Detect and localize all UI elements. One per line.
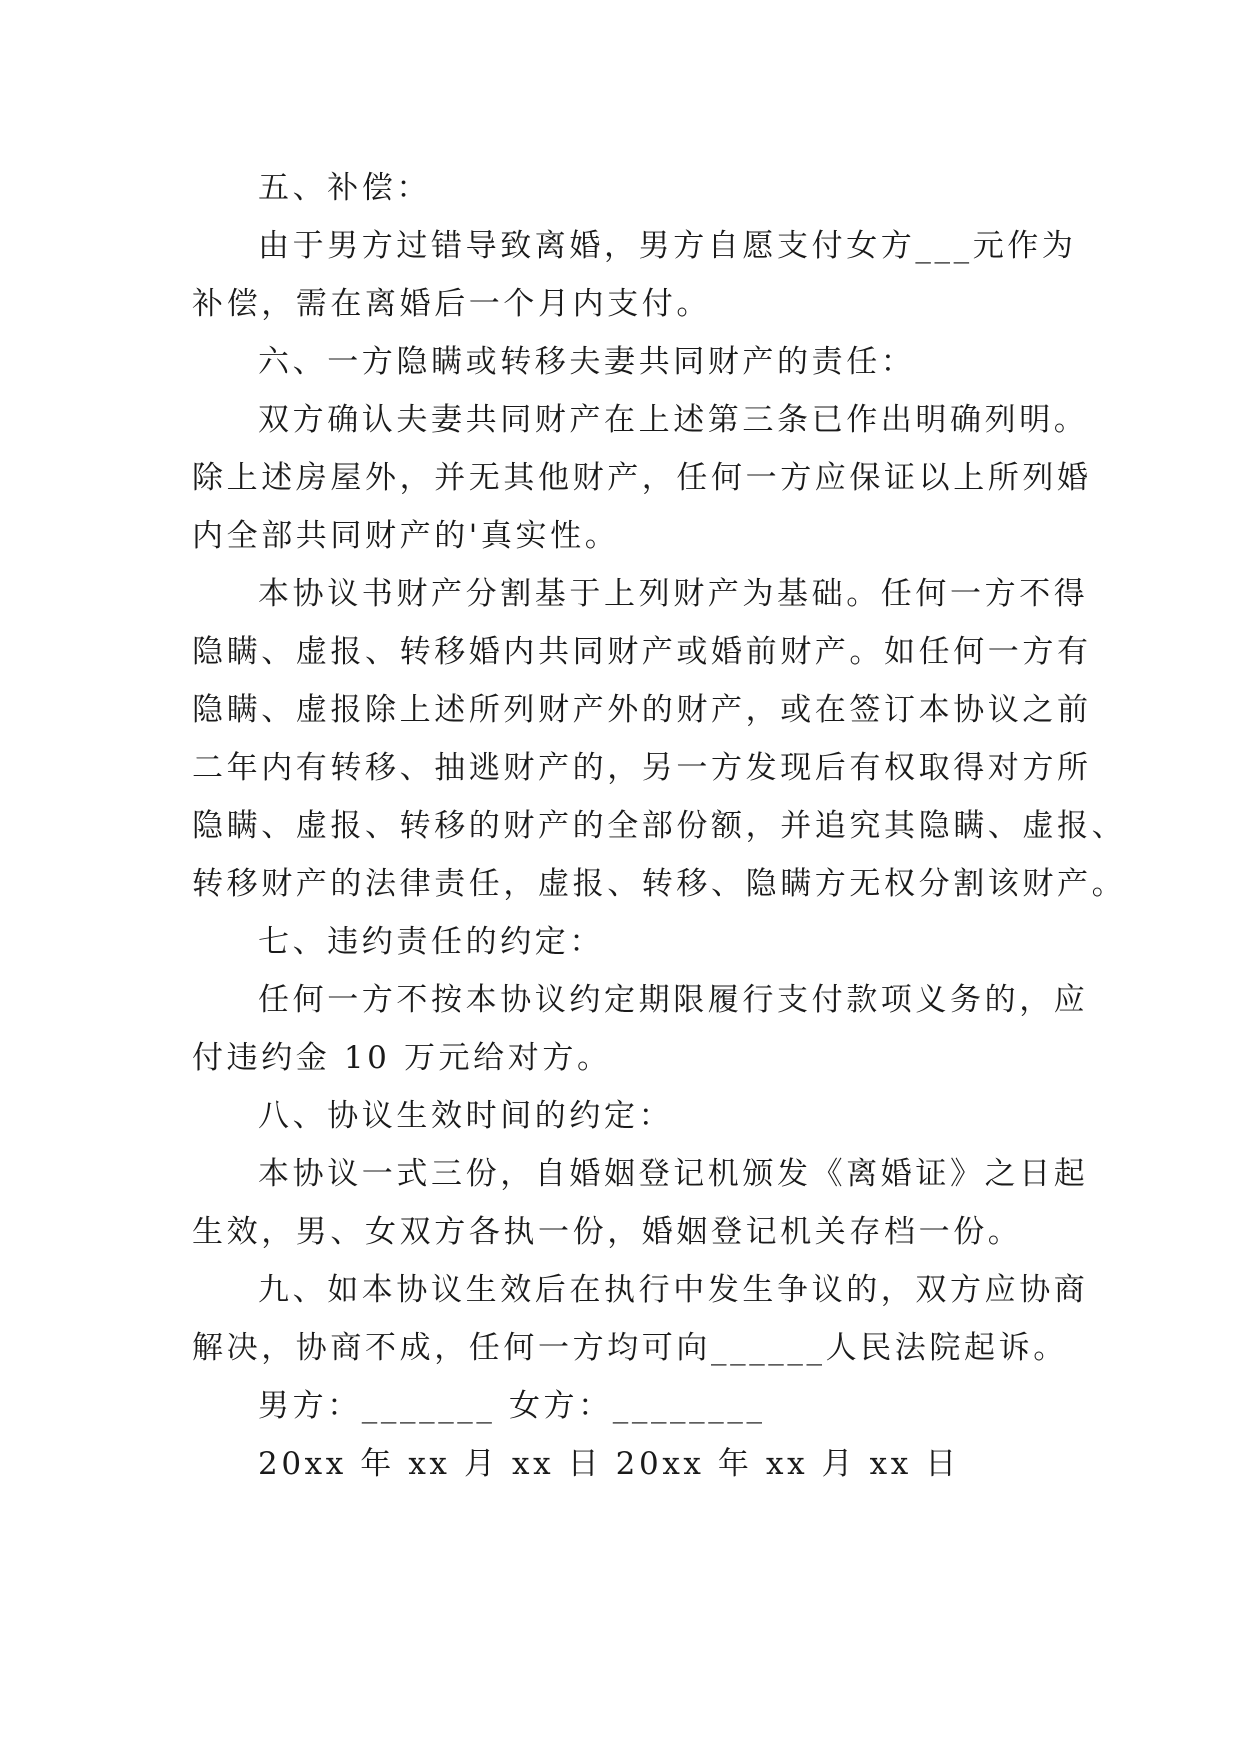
section-6-heading: 六、一方隐瞒或转移夫妻共同财产的责任：: [258, 344, 916, 380]
signature-line: 男方：_______ 女方：________: [258, 1388, 766, 1424]
section-9-heading: 九、如本协议生效后在执行中发生争议的，双方应协商: [258, 1272, 1089, 1308]
paragraph-line: 任何一方不按本协议约定期限履行支付款项义务的，应: [258, 982, 1089, 1018]
paragraph-line: 隐瞒、虚报除上述所列财产外的财产，或在签订本协议之前: [192, 692, 1092, 728]
paragraph-line: 生效，男、女双方各执一份，婚姻登记机关存档一份。: [192, 1214, 1023, 1250]
paragraph-line: 除上述房屋外，并无其他财产，任何一方应保证以上所列婚: [192, 460, 1092, 496]
paragraph-line: 二年内有转移、抽逃财产的，另一方发现后有权取得对方所: [192, 750, 1092, 786]
date-line: 20xx 年 xx 月 xx 日 20xx 年 xx 月 xx 日: [258, 1446, 960, 1482]
paragraph-line: 双方确认夫妻共同财产在上述第三条已作出明确列明。: [258, 402, 1089, 438]
paragraph-line: 隐瞒、虚报、转移的财产的全部份额，并追究其隐瞒、虚报、: [192, 808, 1127, 844]
paragraph-line: 由于男方过错导致离婚，男方自愿支付女方___元作为: [258, 228, 1077, 264]
paragraph-line: 本协议一式三份，自婚姻登记机颁发《离婚证》之日起: [258, 1156, 1089, 1192]
paragraph-line: 解决，协商不成，任何一方均可向______人民法院起诉。: [192, 1330, 1068, 1366]
paragraph-line: 隐瞒、虚报、转移婚内共同财产或婚前财产。如任何一方有: [192, 634, 1092, 670]
section-5-heading: 五、补偿：: [258, 170, 431, 206]
paragraph-line: 内全部共同财产的'真实性。: [192, 518, 620, 554]
paragraph-line: 本协议书财产分割基于上列财产为基础。任何一方不得: [258, 576, 1089, 612]
paragraph-line: 付违约金 10 万元给对方。: [192, 1040, 612, 1076]
section-7-heading: 七、违约责任的约定：: [258, 924, 604, 960]
paragraph-line: 转移财产的法律责任，虚报、转移、隐瞒方无权分割该财产。: [192, 866, 1127, 902]
section-8-heading: 八、协议生效时间的约定：: [258, 1098, 674, 1134]
paragraph-line: 补偿，需在离婚后一个月内支付。: [192, 286, 711, 322]
